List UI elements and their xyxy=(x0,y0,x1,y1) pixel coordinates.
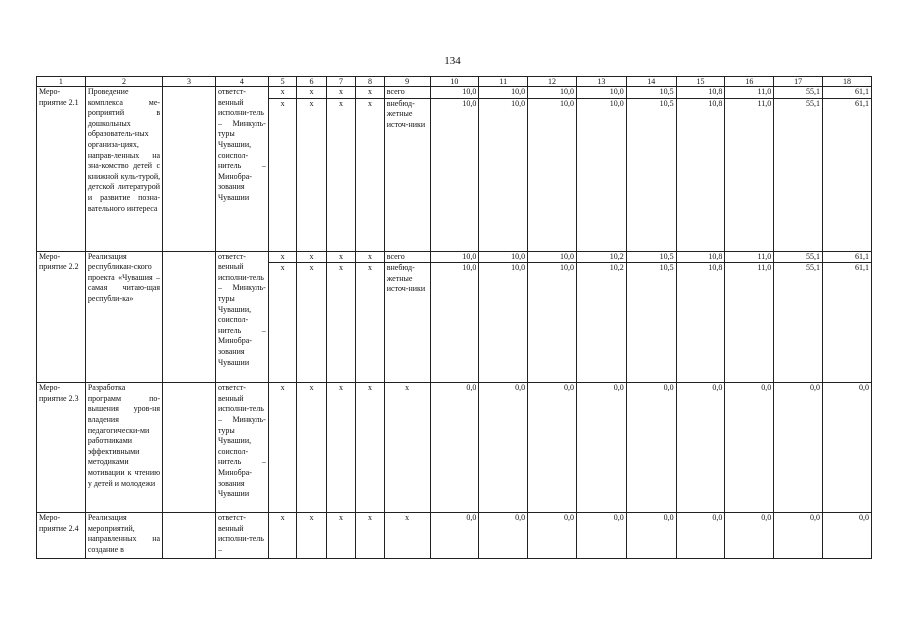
amount-cell: 0,0 xyxy=(528,383,577,513)
classification-code-cell: x xyxy=(268,383,296,513)
column-3-cell xyxy=(163,87,216,252)
amount-cell: 0,0 xyxy=(823,383,872,513)
funding-source-cell: всего xyxy=(384,87,430,99)
amount-cell: 61,1 xyxy=(823,263,872,383)
measure-name-cell: Разработка программ по-вышения уров-ня владения педагогически-ми работниками эффективными методиками мотивации к чтению у детей и молодежи xyxy=(85,383,162,513)
amount-cell: 0,0 xyxy=(725,513,774,559)
column-3-cell xyxy=(163,513,216,559)
responsible-cell: ответст-венный исполни-тель – xyxy=(215,513,268,559)
classification-code-cell: x xyxy=(268,87,296,99)
amount-cell: 61,1 xyxy=(823,87,872,99)
amount-cell: 0,0 xyxy=(479,513,528,559)
classification-code-cell: x xyxy=(356,263,384,383)
column-header-2: 2 xyxy=(85,77,162,87)
classification-code-cell: x xyxy=(326,98,355,251)
column-header-18: 18 xyxy=(823,77,872,87)
measure-name-cell: Проведение комплекса ме-роприятий в дошкольных образователь-ных организа-циях, направ-ленных на зна-комство детей с книжной куль-турой, детской литературой и развитие позна-вательного интереса xyxy=(85,87,162,252)
measure-name-cell: Реализация мероприятий, направленных на создание в xyxy=(85,513,162,559)
amount-cell: 0,0 xyxy=(528,513,577,559)
column-header-6: 6 xyxy=(297,77,326,87)
funding-source-cell: внебюд-жетные источ-ники xyxy=(384,263,430,383)
amount-cell: 10,0 xyxy=(479,87,528,99)
responsible-cell: ответст-венный исполни-тель – Минкуль-туры Чувашии, соиспол-нитель – Минобра-зования Чувашии xyxy=(215,383,268,513)
column-header-17: 17 xyxy=(774,77,823,87)
funding-source-cell: x xyxy=(384,383,430,513)
funding-source-cell: x xyxy=(384,513,430,559)
amount-cell: 0,0 xyxy=(626,513,676,559)
classification-code-cell: x xyxy=(297,513,326,559)
amount-cell: 10,8 xyxy=(676,87,725,99)
amount-cell: 10,0 xyxy=(430,251,479,263)
amount-cell: 10,5 xyxy=(626,87,676,99)
column-header-13: 13 xyxy=(576,77,626,87)
measure-name-cell: Реализация республикан-ского проекта «Чувашия – самая читаю-щая республи-ка» xyxy=(85,251,162,383)
amount-cell: 10,5 xyxy=(626,263,676,383)
table-row xyxy=(37,383,872,513)
funding-source-cell: всего xyxy=(384,251,430,263)
amount-cell: 0,0 xyxy=(725,383,774,513)
column-header-16: 16 xyxy=(725,77,774,87)
column-header-14: 14 xyxy=(626,77,676,87)
amount-cell: 11,0 xyxy=(725,251,774,263)
table-body xyxy=(37,87,872,559)
classification-code-cell: x xyxy=(356,251,384,263)
classification-code-cell: x xyxy=(297,383,326,513)
amount-cell: 0,0 xyxy=(576,383,626,513)
table-row xyxy=(37,513,872,559)
measure-id-cell: Меро-приятие 2.1 xyxy=(37,87,86,252)
classification-code-cell: x xyxy=(326,87,355,99)
page-number: 134 xyxy=(444,55,461,67)
amount-cell: 61,1 xyxy=(823,98,872,251)
amount-cell: 0,0 xyxy=(576,513,626,559)
classification-code-cell: x xyxy=(356,87,384,99)
measure-id-cell: Меро-приятие 2.4 xyxy=(37,513,86,559)
classification-code-cell: x xyxy=(268,251,296,263)
classification-code-cell: x xyxy=(326,251,355,263)
amount-cell: 10,0 xyxy=(479,251,528,263)
column-header-7: 7 xyxy=(326,77,355,87)
funding-source-cell: внебюд-жетные источ-ники xyxy=(384,98,430,251)
classification-code-cell: x xyxy=(297,263,326,383)
amount-cell: 10,0 xyxy=(430,98,479,251)
responsible-cell: ответст-венный исполни-тель – Минкуль-туры Чувашии, соиспол-нитель – Минобра-зования Чувашии xyxy=(215,87,268,252)
amount-cell: 0,0 xyxy=(430,513,479,559)
classification-code-cell: x xyxy=(297,98,326,251)
amount-cell: 10,0 xyxy=(479,263,528,383)
amount-cell: 10,0 xyxy=(528,263,577,383)
amount-cell: 10,8 xyxy=(676,251,725,263)
column-header-9: 9 xyxy=(384,77,430,87)
amount-cell: 0,0 xyxy=(430,383,479,513)
column-header-1: 1 xyxy=(37,77,86,87)
amount-cell: 10,5 xyxy=(626,251,676,263)
amount-cell: 55,1 xyxy=(774,98,823,251)
amount-cell: 10,0 xyxy=(528,87,577,99)
amount-cell: 10,0 xyxy=(576,98,626,251)
classification-code-cell: x xyxy=(268,98,296,251)
amount-cell: 0,0 xyxy=(823,513,872,559)
measure-id-cell: Меро-приятие 2.2 xyxy=(37,251,86,383)
classification-code-cell: x xyxy=(326,263,355,383)
amount-cell: 10,2 xyxy=(576,263,626,383)
classification-code-cell: x xyxy=(326,383,355,513)
classification-code-cell: x xyxy=(297,87,326,99)
column-header-12: 12 xyxy=(528,77,577,87)
column-header-4: 4 xyxy=(215,77,268,87)
classification-code-cell: x xyxy=(326,513,355,559)
amount-cell: 11,0 xyxy=(725,98,774,251)
amount-cell: 0,0 xyxy=(774,513,823,559)
amount-cell: 11,0 xyxy=(725,263,774,383)
column-header-8: 8 xyxy=(356,77,384,87)
budget-table xyxy=(36,76,872,559)
amount-cell: 10,0 xyxy=(528,251,577,263)
header-row xyxy=(37,77,872,87)
amount-cell: 10,5 xyxy=(626,98,676,251)
column-header-15: 15 xyxy=(676,77,725,87)
classification-code-cell: x xyxy=(356,383,384,513)
measure-id-cell: Меро-приятие 2.3 xyxy=(37,383,86,513)
amount-cell: 10,0 xyxy=(576,87,626,99)
table-row xyxy=(37,251,872,263)
amount-cell: 10,0 xyxy=(430,87,479,99)
column-3-cell xyxy=(163,251,216,383)
amount-cell: 0,0 xyxy=(774,383,823,513)
amount-cell: 55,1 xyxy=(774,251,823,263)
amount-cell: 10,0 xyxy=(479,98,528,251)
classification-code-cell: x xyxy=(268,263,296,383)
amount-cell: 0,0 xyxy=(479,383,528,513)
column-header-10: 10 xyxy=(430,77,479,87)
amount-cell: 61,1 xyxy=(823,251,872,263)
amount-cell: 55,1 xyxy=(774,87,823,99)
responsible-cell: ответст-венный исполни-тель – Минкуль-туры Чувашии, соиспол-нитель – Минобра-зования Чувашии xyxy=(215,251,268,383)
amount-cell: 55,1 xyxy=(774,263,823,383)
column-header-3: 3 xyxy=(163,77,216,87)
amount-cell: 0,0 xyxy=(676,383,725,513)
amount-cell: 10,8 xyxy=(676,98,725,251)
amount-cell: 0,0 xyxy=(626,383,676,513)
table-row xyxy=(37,87,872,99)
amount-cell: 10,0 xyxy=(430,263,479,383)
amount-cell: 0,0 xyxy=(676,513,725,559)
amount-cell: 11,0 xyxy=(725,87,774,99)
classification-code-cell: x xyxy=(297,251,326,263)
amount-cell: 10,8 xyxy=(676,263,725,383)
classification-code-cell: x xyxy=(268,513,296,559)
amount-cell: 10,2 xyxy=(576,251,626,263)
classification-code-cell: x xyxy=(356,98,384,251)
classification-code-cell: x xyxy=(356,513,384,559)
column-3-cell xyxy=(163,383,216,513)
column-header-11: 11 xyxy=(479,77,528,87)
amount-cell: 10,0 xyxy=(528,98,577,251)
column-header-5: 5 xyxy=(268,77,296,87)
